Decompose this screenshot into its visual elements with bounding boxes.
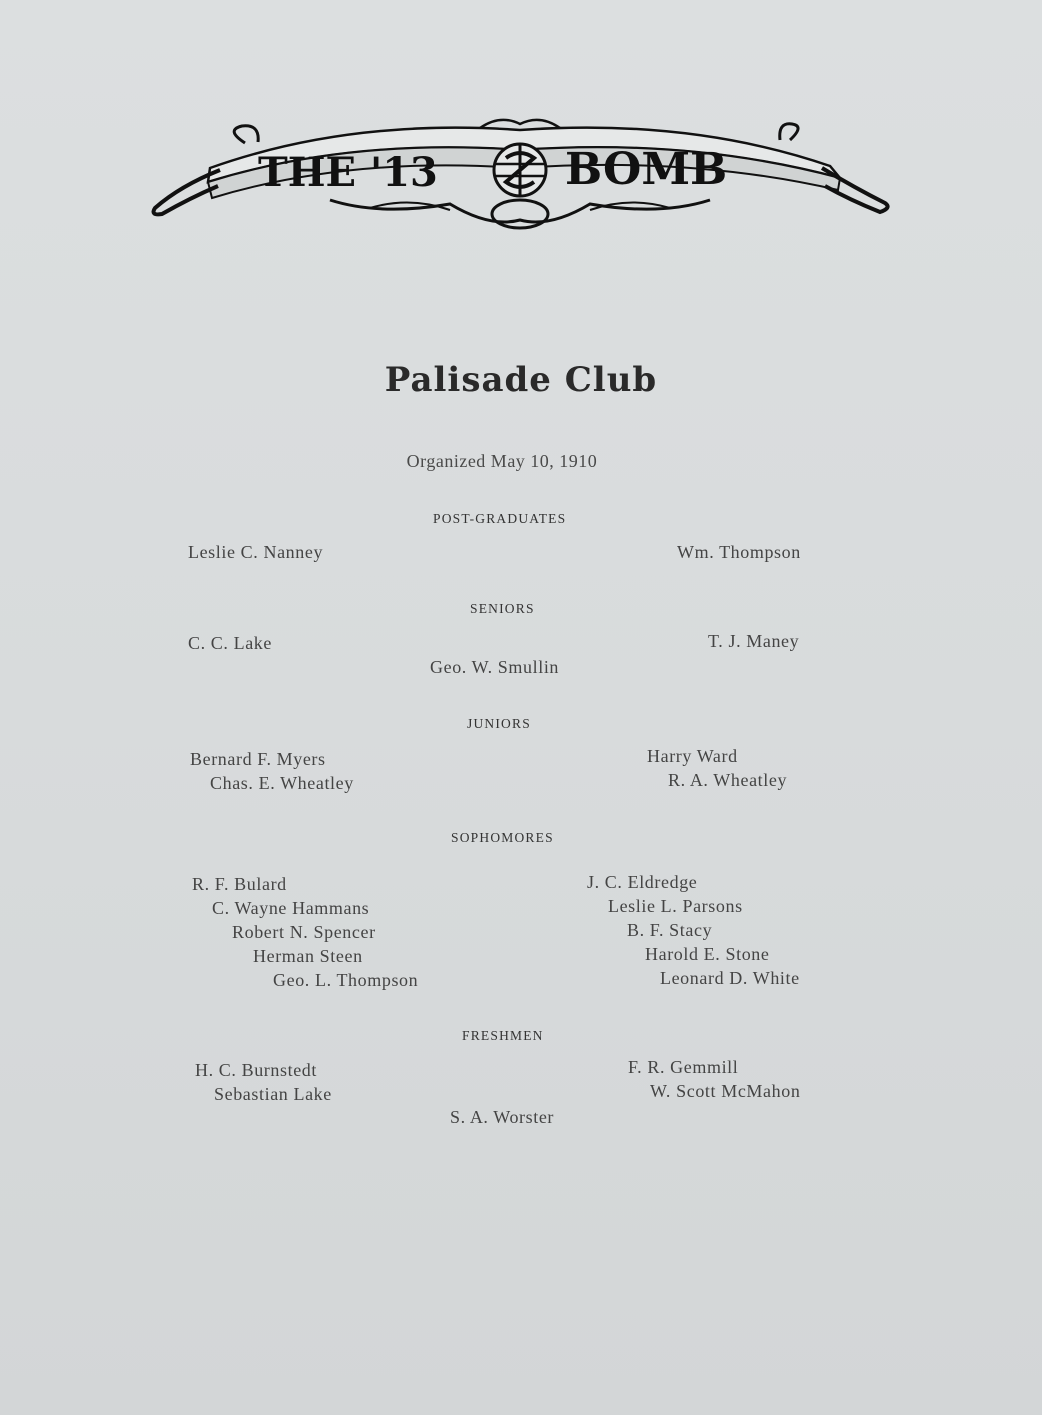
member-name: Bernard F. Myers bbox=[190, 749, 326, 769]
member-name: C. Wayne Hammans bbox=[212, 898, 370, 918]
member-name: R. F. Bulard bbox=[192, 874, 287, 894]
member-name: Geo. L. Thompson bbox=[273, 970, 419, 990]
member-name: F. R. Gemmill bbox=[628, 1057, 739, 1077]
yearbook-banner bbox=[150, 108, 890, 238]
member-name: Harold E. Stone bbox=[645, 944, 770, 964]
member-name: Leonard D. White bbox=[660, 968, 800, 988]
member-name: S. A. Worster bbox=[450, 1107, 555, 1127]
member-name: H. C. Burnstedt bbox=[195, 1060, 318, 1080]
member-name: Robert N. Spencer bbox=[232, 922, 376, 942]
banner-text-left: THE '13 bbox=[258, 149, 438, 196]
organized-date: Organized May 10, 1910 bbox=[406, 451, 598, 471]
member-name: Geo. W. Smullin bbox=[430, 657, 560, 677]
heading-seniors: SENIORS bbox=[470, 601, 535, 616]
heading-freshmen: FRESHMEN bbox=[462, 1028, 544, 1043]
member-name: T. J. Maney bbox=[708, 631, 800, 651]
member-name: Leslie C. Nanney bbox=[188, 542, 324, 562]
member-name: Leslie L. Parsons bbox=[608, 896, 743, 916]
member-name: C. C. Lake bbox=[188, 633, 272, 653]
member-name: Herman Steen bbox=[253, 946, 363, 966]
page-title: Palisade Club bbox=[384, 360, 658, 400]
banner-text-right: BOMB bbox=[565, 144, 728, 195]
member-name: J. C. Eldredge bbox=[587, 872, 698, 892]
member-name: Harry Ward bbox=[647, 746, 738, 766]
member-name: Wm. Thompson bbox=[677, 542, 801, 562]
member-name: Sebastian Lake bbox=[214, 1084, 332, 1104]
member-name: W. Scott McMahon bbox=[650, 1081, 801, 1101]
member-name: B. F. Stacy bbox=[627, 920, 713, 940]
member-name: R. A. Wheatley bbox=[668, 770, 788, 790]
banner-scroll-icon bbox=[150, 108, 890, 238]
heading-post-graduates: POST-GRADUATES bbox=[433, 511, 567, 526]
heading-juniors: JUNIORS bbox=[467, 716, 531, 731]
member-name: Chas. E. Wheatley bbox=[210, 773, 354, 793]
heading-sophomores: SOPHOMORES bbox=[451, 830, 554, 845]
